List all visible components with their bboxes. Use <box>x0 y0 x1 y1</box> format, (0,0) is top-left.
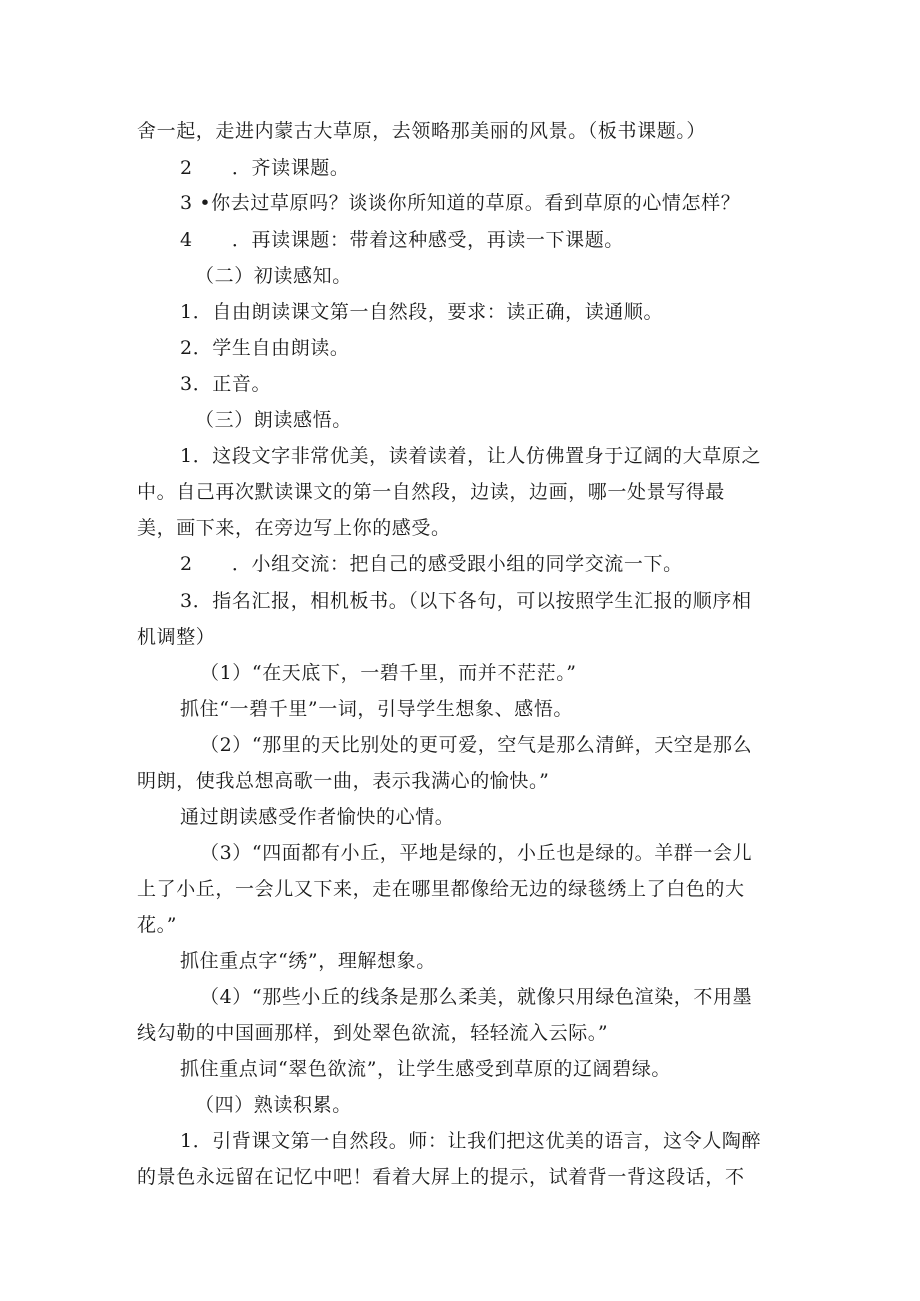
text-line: 1．这段文字非常优美，读着读着，让人仿佛置身于辽阔的大草原之 <box>180 445 762 467</box>
text-line: 4 ．再读课题：带着这种感受，再读一下课题。 <box>180 229 624 251</box>
text-line: 机调整） <box>137 626 216 648</box>
text-line: 花。” <box>137 914 178 936</box>
text-line: 抓住重点字“绣”，理解想象。 <box>180 950 436 972</box>
text-line: （1）“在天底下，一碧千里，而并不茫茫。” <box>200 662 577 684</box>
section-heading: （四）熟读积累。 <box>195 1094 352 1116</box>
text-line: 通过朗读感受作者愉快的心情。 <box>180 806 455 828</box>
text-line: 中。自己再次默读课文的第一自然段，边读，边画，哪一处景写得最 <box>137 481 726 503</box>
text-line: （4）“那些小丘的线条是那么柔美，就像只用绿色渲染，不用墨 <box>200 986 753 1008</box>
text-line: 抓住重点词“翠色欲流”，让学生感受到草原的辽阔碧绿。 <box>180 1058 672 1080</box>
text-line: 舍一起，走进内蒙古大草原，去领略那美丽的风景。（板书课题。） <box>137 120 707 142</box>
text-line: 明朗，使我总想高歌一曲，表示我满心的愉快。” <box>137 770 550 792</box>
section-heading: （二）初读感知。 <box>195 265 352 287</box>
text-line: 1．引背课文第一自然段。师：让我们把这优美的语言，这令人陶醉 <box>180 1130 762 1152</box>
text-line: 线勾勒的中国画那样，到处翠色欲流，轻轻流入云际。” <box>137 1022 609 1044</box>
text-line: 2 ．齐读课题。 <box>180 157 350 179</box>
text-line: 2．学生自由朗读。 <box>180 337 350 359</box>
text-line: 上了小丘，一会儿又下来，走在哪里都像给无边的绿毯绣上了白色的大 <box>137 878 745 900</box>
text-line: 3．指名汇报，相机板书。（以下各句，可以按照学生汇报的顺序相 <box>180 590 752 612</box>
text-line: 抓住“一碧千里”一词，引导学生想象、感悟。 <box>180 698 574 720</box>
text-line: （2）“那里的天比别处的更可爱，空气是那么清鲜，天空是那么 <box>200 734 753 756</box>
text-line: 3 •你去过草原吗？谈谈你所知道的草原。看到草原的心情怎样？ <box>180 192 741 214</box>
text-line: 的景色永远留在记忆中吧！看着大屏上的提示，试着背一背这段话，不 <box>137 1166 745 1188</box>
text-line: 美，画下来，在旁边写上你的感受。 <box>137 517 451 539</box>
text-line: 2 ．小组交流：把自己的感受跟小组的同学交流一下。 <box>180 553 683 575</box>
section-heading: （三）朗读感悟。 <box>195 409 352 431</box>
text-line: 3．正音。 <box>180 373 272 395</box>
text-line: （3）“四面都有小丘，平地是绿的，小丘也是绿的。羊群一会儿 <box>200 842 753 864</box>
text-line: 1．自由朗读课文第一自然段，要求：读正确，读通顺。 <box>180 301 664 323</box>
